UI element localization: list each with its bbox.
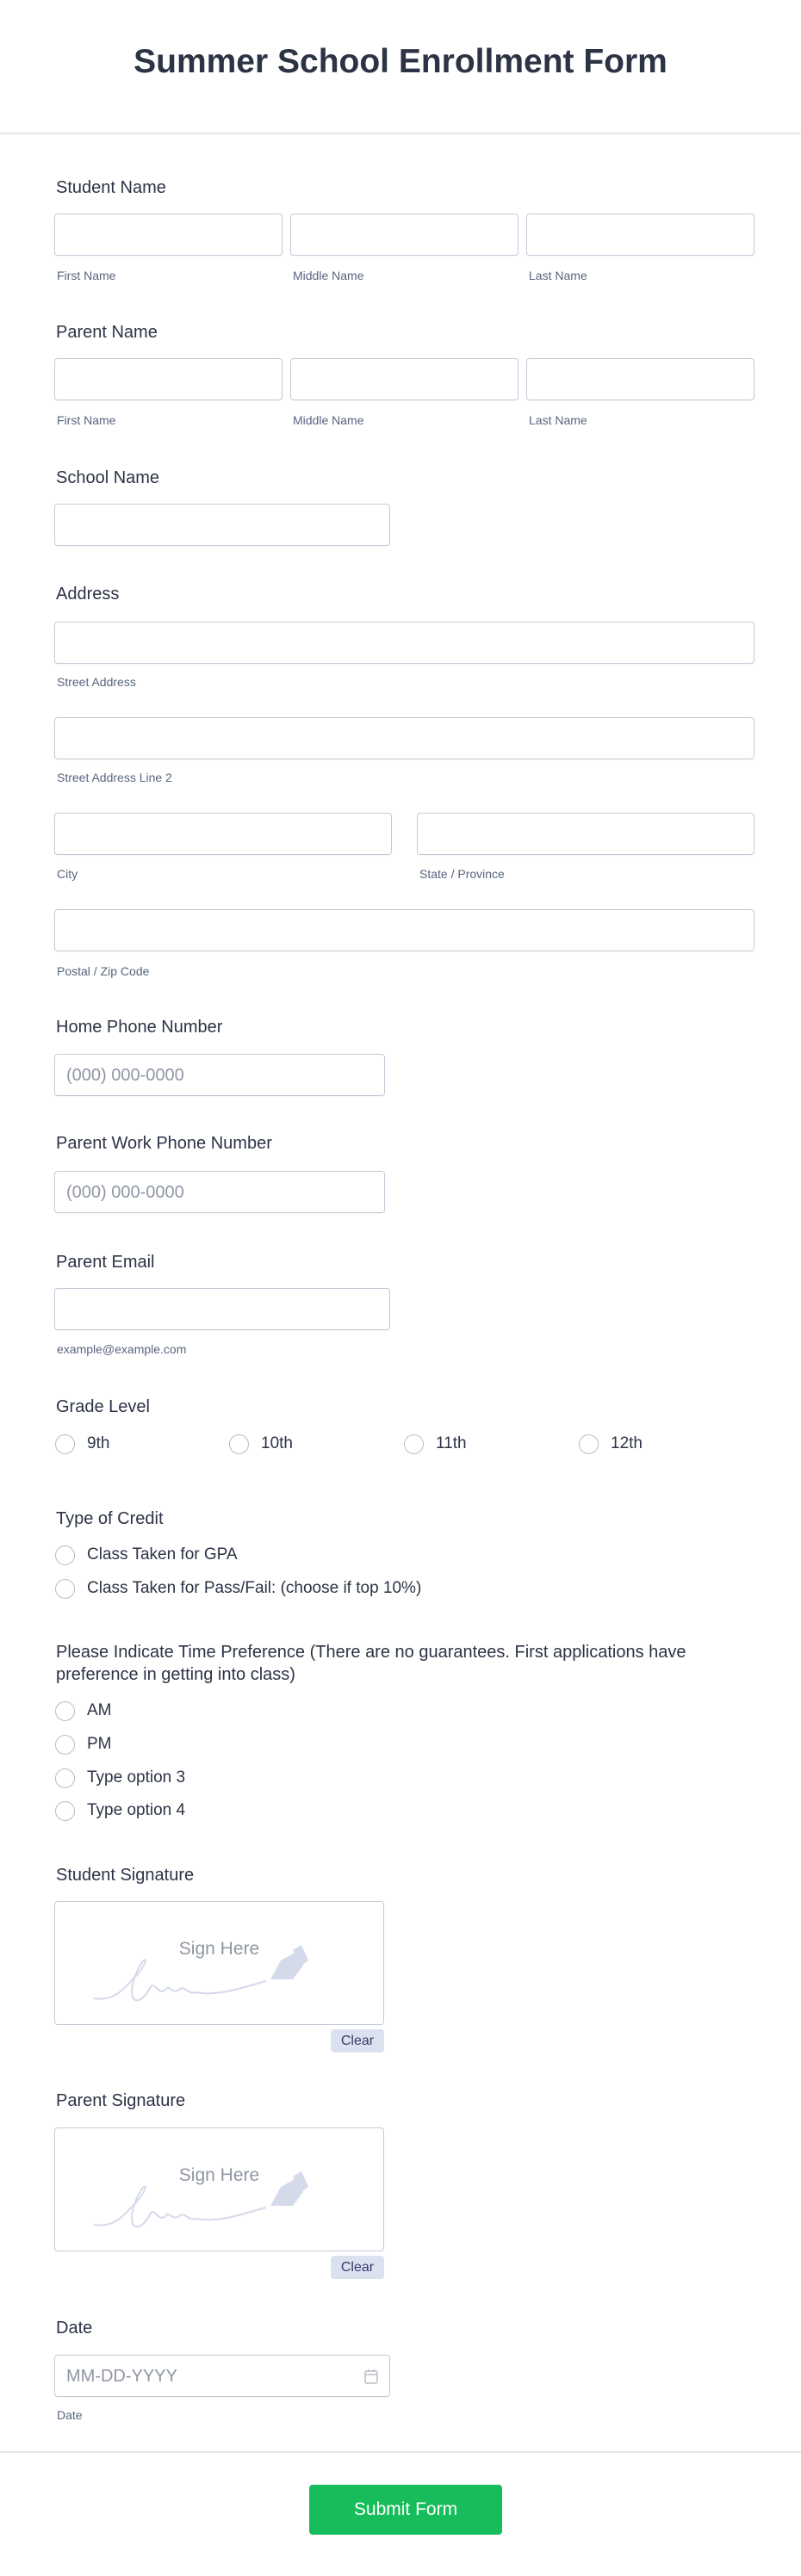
postal-code-sublabel: Postal / Zip Code: [57, 964, 150, 978]
credit-passfail-radio[interactable]: [55, 1579, 75, 1599]
credit-type-label: Type of Credit: [56, 1509, 164, 1528]
student-first-name-input[interactable]: [54, 214, 283, 256]
parent-signature-clear-button[interactable]: Clear: [331, 2256, 384, 2279]
parent-middle-name-sublabel: Middle Name: [293, 413, 364, 427]
home-phone-input[interactable]: [54, 1054, 385, 1096]
credit-passfail-label[interactable]: Class Taken for Pass/Fail: (choose if top 10%): [87, 1579, 422, 1597]
time-preference-label: Please Indicate Time Preference (There are no guarantees. First applications have preference in getting into class): [56, 1643, 686, 1684]
home-phone-placeholder: (000) 000-0000: [66, 1066, 184, 1085]
time-option4-label[interactable]: Type option 4: [87, 1801, 186, 1819]
grade-10th-radio[interactable]: [229, 1434, 249, 1454]
date-placeholder: MM-DD-YYYY: [66, 2367, 177, 2386]
parent-last-name-input[interactable]: [526, 358, 754, 400]
home-phone-label: Home Phone Number: [56, 1018, 223, 1037]
student-signature-clear-button[interactable]: Clear: [331, 2029, 384, 2053]
signature-pen-icon: [90, 2171, 339, 2232]
grade-11th-radio[interactable]: [404, 1434, 424, 1454]
grade-11th-label[interactable]: 11th: [436, 1434, 467, 1452]
student-last-name-sublabel: Last Name: [529, 269, 587, 282]
footer-divider: [0, 2451, 801, 2453]
grade-12th-label[interactable]: 12th: [611, 1434, 643, 1452]
postal-code-input[interactable]: [54, 909, 754, 951]
work-phone-input[interactable]: [54, 1171, 385, 1213]
grade-12th-radio[interactable]: [579, 1434, 599, 1454]
city-sublabel: City: [57, 867, 78, 881]
grade-level-label: Grade Level: [56, 1397, 150, 1416]
state-input[interactable]: [417, 813, 754, 855]
street-address-line2-sublabel: Street Address Line 2: [57, 771, 172, 784]
student-signature-pad[interactable]: [54, 1901, 384, 2025]
sign-here-hint: Sign Here: [178, 1939, 260, 1959]
parent-middle-name-input[interactable]: [290, 358, 518, 400]
credit-gpa-label[interactable]: Class Taken for GPA: [87, 1545, 238, 1564]
parent-email-sublabel: example@example.com: [57, 1342, 187, 1356]
form-title: Summer School Enrollment Form: [134, 43, 668, 80]
parent-email-label: Parent Email: [56, 1253, 155, 1272]
state-sublabel: State / Province: [419, 867, 505, 881]
time-option3-label[interactable]: Type option 3: [87, 1768, 186, 1786]
time-option3-radio[interactable]: [55, 1768, 75, 1788]
time-pm-label[interactable]: PM: [87, 1735, 112, 1753]
sign-here-hint: Sign Here: [178, 2165, 260, 2185]
street-address-input[interactable]: [54, 622, 754, 664]
student-middle-name-input[interactable]: [290, 214, 518, 256]
parent-first-name-sublabel: First Name: [57, 413, 116, 427]
calendar-icon[interactable]: [364, 2369, 378, 2384]
credit-gpa-radio[interactable]: [55, 1545, 75, 1565]
city-input[interactable]: [54, 813, 392, 855]
student-last-name-input[interactable]: [526, 214, 754, 256]
date-input[interactable]: [54, 2355, 390, 2397]
parent-first-name-input[interactable]: [54, 358, 283, 400]
time-am-label[interactable]: AM: [87, 1701, 112, 1719]
signature-pen-icon: [90, 1945, 339, 2005]
student-first-name-sublabel: First Name: [57, 269, 116, 282]
parent-email-input[interactable]: [54, 1288, 390, 1330]
school-name-input[interactable]: [54, 504, 390, 546]
work-phone-placeholder: (000) 000-0000: [66, 1183, 184, 1202]
parent-signature-label: Parent Signature: [56, 2091, 186, 2110]
student-name-label: Student Name: [56, 178, 166, 197]
student-middle-name-sublabel: Middle Name: [293, 269, 364, 282]
grade-9th-radio[interactable]: [55, 1434, 75, 1454]
time-am-radio[interactable]: [55, 1701, 75, 1721]
submit-button[interactable]: Submit Form: [309, 2485, 502, 2535]
date-label: Date: [56, 2319, 93, 2338]
parent-last-name-sublabel: Last Name: [529, 413, 587, 427]
address-label: Address: [56, 585, 120, 604]
header-divider: [0, 133, 801, 134]
date-sublabel: Date: [57, 2408, 83, 2422]
school-name-label: School Name: [56, 468, 160, 487]
student-signature-label: Student Signature: [56, 1866, 195, 1885]
parent-signature-pad[interactable]: [54, 2127, 384, 2251]
street-address-line2-input[interactable]: [54, 717, 754, 759]
grade-10th-label[interactable]: 10th: [261, 1434, 293, 1452]
parent-name-label: Parent Name: [56, 323, 158, 342]
time-option4-radio[interactable]: [55, 1801, 75, 1821]
street-address-sublabel: Street Address: [57, 675, 136, 689]
grade-9th-label[interactable]: 9th: [87, 1434, 110, 1452]
time-pm-radio[interactable]: [55, 1735, 75, 1755]
work-phone-label: Parent Work Phone Number: [56, 1134, 272, 1153]
